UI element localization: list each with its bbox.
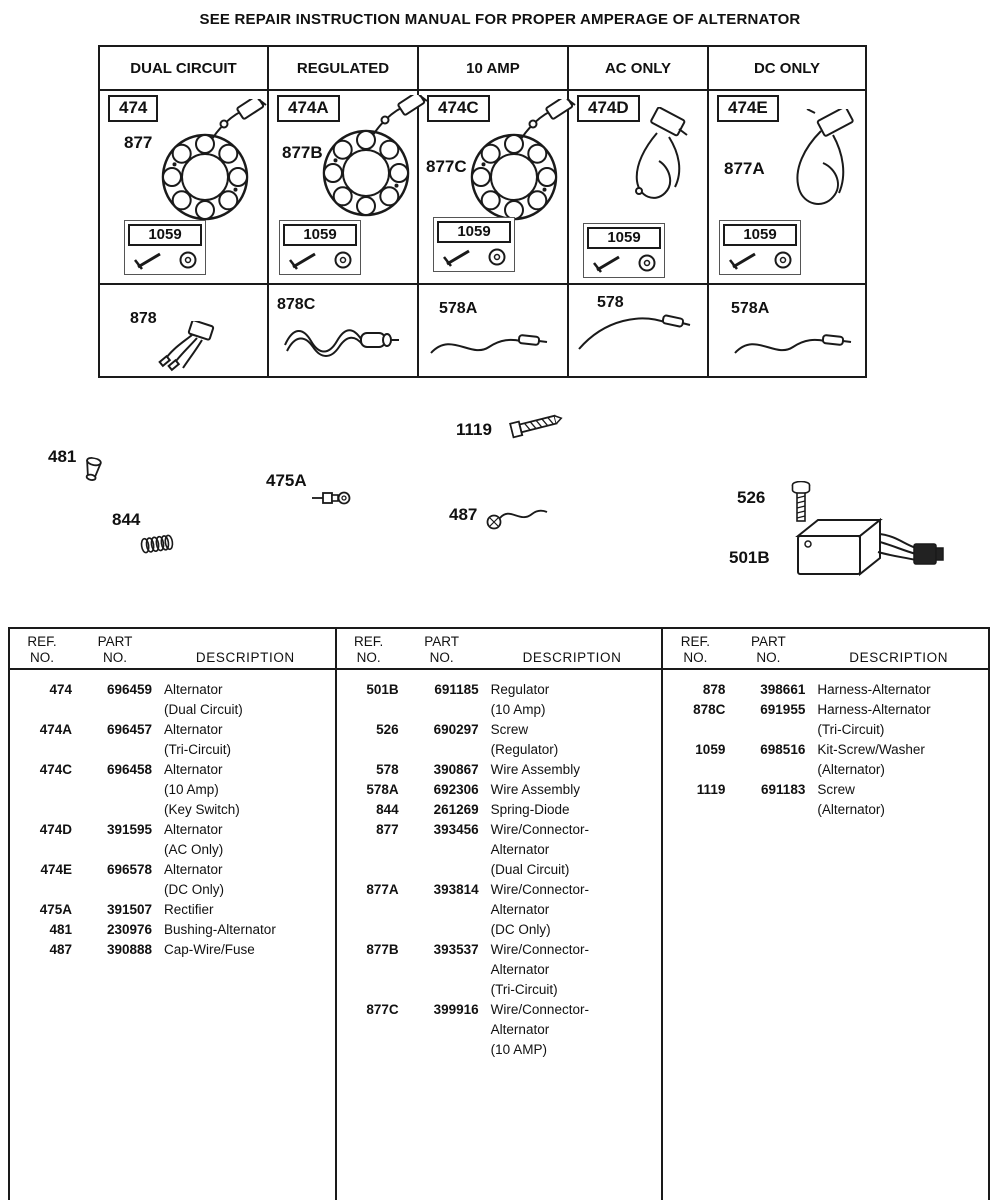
diagram-cell xyxy=(269,91,417,285)
description-cell: Wire/Connector- Alternator (Tri-Circuit) xyxy=(490,942,589,997)
table-row xyxy=(10,860,335,900)
kit-box xyxy=(124,220,206,275)
column-header: AC ONLY xyxy=(569,47,707,91)
diagram-cell xyxy=(709,91,865,285)
kit-ref-number: 1059 xyxy=(283,224,357,246)
header-ref-no: REF. NO. xyxy=(680,634,710,665)
kit-ref-number: 1059 xyxy=(437,221,511,243)
washer-icon xyxy=(179,249,197,271)
part-no-cell: 393814 xyxy=(433,882,479,897)
description-cell: Alternator (DC Only) xyxy=(164,862,224,897)
description-cell: Screw (Regulator) xyxy=(490,722,559,757)
header-description: DESCRIPTION xyxy=(849,650,949,665)
harness-label: 578A xyxy=(439,300,478,317)
ref-no-cell: 474D xyxy=(39,822,72,837)
part-label: 877C xyxy=(426,157,467,176)
part-no-cell: 690297 xyxy=(433,722,479,737)
column-header: DUAL CIRCUIT xyxy=(100,47,267,91)
table-header xyxy=(663,629,988,670)
harness-icon xyxy=(156,321,216,373)
part-no-cell: 391595 xyxy=(106,822,152,837)
parts-list-table xyxy=(8,627,990,1200)
table-row xyxy=(337,940,662,1000)
kit-ref-number: 1059 xyxy=(723,224,797,246)
ref-no-cell: 475A xyxy=(39,902,72,917)
washer-icon xyxy=(774,249,792,271)
ref-no-cell: 526 xyxy=(376,722,399,737)
part-no-cell: 696457 xyxy=(106,722,152,737)
harness-label: 578A xyxy=(731,300,770,317)
table-row xyxy=(10,760,335,820)
diagram-column-dc-only xyxy=(707,47,865,376)
description-cell: Regulator (10 Amp) xyxy=(490,682,550,717)
ref-no-cell: 481 xyxy=(49,922,72,937)
part-label-844: 844 xyxy=(112,510,141,529)
table-row xyxy=(663,680,988,700)
column-header: DC ONLY xyxy=(709,47,865,91)
part-no-cell: 398661 xyxy=(760,682,806,697)
part-no-cell: 696459 xyxy=(106,682,152,697)
table-row xyxy=(663,740,988,780)
header-part-no: PART NO. xyxy=(424,634,460,665)
part-label: 877 xyxy=(124,133,153,152)
part-no-cell: 230976 xyxy=(106,922,152,937)
stator-icon xyxy=(150,99,270,227)
description-cell: Screw (Alternator) xyxy=(817,782,885,817)
description-cell: Wire/Connector- Alternator (Dual Circuit) xyxy=(490,822,589,877)
ref-no-cell: 474E xyxy=(40,862,72,877)
table-rows xyxy=(663,670,988,820)
rectifier-icon xyxy=(312,488,352,508)
table-row xyxy=(337,680,662,720)
table-row xyxy=(10,720,335,760)
part-no-cell: 390867 xyxy=(433,762,479,777)
screw-icon xyxy=(728,249,762,271)
parts-table-group-3 xyxy=(661,629,988,1200)
part-label: 877A xyxy=(724,159,765,178)
kit-ref-number: 1059 xyxy=(587,227,661,249)
ref-number-box: 474A xyxy=(277,95,340,122)
ref-no-cell: 877A xyxy=(366,882,399,897)
description-cell: Bushing-Alternator xyxy=(164,922,276,937)
table-row xyxy=(663,700,988,740)
diagram-cell-harness xyxy=(709,285,865,376)
table-row xyxy=(10,820,335,860)
part-label-501B: 501B xyxy=(729,548,770,567)
part-label-526: 526 xyxy=(737,488,766,507)
part-label-487: 487 xyxy=(449,505,478,524)
washer-icon xyxy=(488,246,506,268)
description-cell: Wire Assembly xyxy=(490,782,580,797)
ref-no-cell: 877 xyxy=(376,822,399,837)
part-no-cell: 391507 xyxy=(106,902,152,917)
ref-no-cell: 878 xyxy=(702,682,726,697)
kit-box xyxy=(583,223,665,278)
table-row xyxy=(337,780,662,800)
ref-no-cell: 487 xyxy=(49,942,72,957)
harness-label: 878C xyxy=(277,296,316,313)
parts-table-group-2 xyxy=(335,629,662,1200)
part-label-481: 481 xyxy=(48,447,77,466)
description-cell: Alternator (10 Amp) (Key Switch) xyxy=(164,762,240,817)
diagram-cell xyxy=(100,91,267,285)
kit-box xyxy=(719,220,801,275)
screw-icon xyxy=(133,249,167,271)
ref-no-cell: 474 xyxy=(49,682,72,697)
diagram-cell xyxy=(419,91,567,285)
part-label-475A: 475A xyxy=(266,471,307,490)
table-header xyxy=(10,629,335,670)
ref-no-cell: 877B xyxy=(366,942,399,957)
header-ref-no: REF. NO. xyxy=(354,634,384,665)
description-cell: Harness-Alternator (Tri-Circuit) xyxy=(817,702,931,737)
ref-no-cell: 877C xyxy=(366,1002,399,1017)
ref-number-box: 474D xyxy=(577,95,640,122)
alternator-diagram-table xyxy=(98,45,867,378)
diagram-column-regulated xyxy=(267,47,417,376)
kit-box xyxy=(433,217,515,272)
ref-no-cell: 501B xyxy=(366,682,399,697)
part-no-cell: 696458 xyxy=(106,762,152,777)
part-label-1119: 1119 xyxy=(456,420,492,439)
cap-wire-icon xyxy=(484,502,550,532)
ref-no-cell: 1119 xyxy=(696,782,726,797)
part-no-cell: 399916 xyxy=(433,1002,479,1017)
table-row xyxy=(337,880,662,940)
regulator-icon xyxy=(784,506,949,594)
part-no-cell: 696578 xyxy=(106,862,152,877)
screw-icon xyxy=(508,405,569,444)
part-no-cell: 261269 xyxy=(433,802,479,817)
header-part-no: PART NO. xyxy=(97,634,133,665)
screw-icon xyxy=(442,246,476,268)
washer-icon xyxy=(334,249,352,271)
table-row xyxy=(337,800,662,820)
ref-no-cell: 578A xyxy=(366,782,399,797)
wire-assembly-icon xyxy=(427,325,549,365)
part-no-cell: 393537 xyxy=(433,942,479,957)
ref-number-box: 474E xyxy=(717,95,779,122)
ref-number-box: 474C xyxy=(427,95,490,122)
table-rows xyxy=(337,670,662,1060)
screw-icon xyxy=(288,249,322,271)
column-header: REGULATED xyxy=(269,47,417,91)
description-cell: Spring-Diode xyxy=(490,802,570,817)
part-no-cell: 390888 xyxy=(106,942,152,957)
part-no-cell: 698516 xyxy=(760,742,806,757)
table-rows xyxy=(10,670,335,960)
wire-assembly-icon xyxy=(575,311,695,356)
harness-icon xyxy=(281,315,403,363)
table-row xyxy=(337,820,662,880)
ref-no-cell: 474A xyxy=(39,722,72,737)
ref-no-cell: 578 xyxy=(376,762,399,777)
diagram-cell-harness xyxy=(419,285,567,376)
description-cell: Cap-Wire/Fuse xyxy=(164,942,255,957)
part-no-cell: 691955 xyxy=(760,702,806,717)
wire-connector-icon xyxy=(609,107,699,207)
part-no-cell: 692306 xyxy=(433,782,479,797)
bushing-icon xyxy=(82,456,109,486)
table-row xyxy=(10,920,335,940)
column-header: 10 AMP xyxy=(419,47,567,91)
parts-table-group-1 xyxy=(10,629,335,1200)
header-part-no: PART NO. xyxy=(750,634,786,665)
kit-ref-number: 1059 xyxy=(128,224,202,246)
screw-icon xyxy=(592,252,626,274)
diagram-column-dual-circuit xyxy=(100,47,267,376)
diagram-cell-harness xyxy=(569,285,707,376)
table-row xyxy=(337,760,662,780)
table-row xyxy=(663,780,988,820)
table-row xyxy=(337,720,662,760)
spring-icon xyxy=(139,532,175,557)
table-row xyxy=(10,900,335,920)
wire-assembly-icon xyxy=(731,325,853,365)
diagram-column-ac-only xyxy=(567,47,707,376)
ref-number-box: 474 xyxy=(108,95,158,122)
kit-box xyxy=(279,220,361,275)
table-header xyxy=(337,629,662,670)
ref-no-cell: 844 xyxy=(376,802,399,817)
table-row xyxy=(337,1000,662,1060)
ref-no-cell: 474C xyxy=(39,762,72,777)
description-cell: Wire/Connector- Alternator (10 AMP) xyxy=(490,1002,589,1057)
header-description: DESCRIPTION xyxy=(195,650,295,665)
description-cell: Rectifier xyxy=(164,902,214,917)
ref-no-cell: 1059 xyxy=(695,742,726,757)
header-description: DESCRIPTION xyxy=(522,650,622,665)
part-label: 877B xyxy=(282,143,323,162)
description-cell: Alternator (AC Only) xyxy=(164,822,224,857)
part-no-cell: 393456 xyxy=(433,822,479,837)
diagram-column-10-amp xyxy=(417,47,567,376)
description-cell: Wire/Connector- Alternator (DC Only) xyxy=(490,882,589,937)
table-row xyxy=(10,680,335,720)
description-cell: Harness-Alternator xyxy=(817,682,931,697)
part-no-cell: 691183 xyxy=(761,782,806,797)
header-ref-no: REF. NO. xyxy=(27,634,57,665)
wire-connector-icon xyxy=(763,109,858,214)
description-cell: Kit-Screw/Washer (Alternator) xyxy=(817,742,925,777)
description-cell: Alternator (Tri-Circuit) xyxy=(164,722,231,757)
page-title: SEE REPAIR INSTRUCTION MANUAL FOR PROPER AMPERAGE OF ALTERNATOR xyxy=(199,11,801,28)
diagram-cell-harness xyxy=(269,285,417,376)
washer-icon xyxy=(638,252,656,274)
description-cell: Wire Assembly xyxy=(490,762,580,777)
table-row xyxy=(10,940,335,960)
harness-label: 878 xyxy=(130,310,157,327)
description-cell: Alternator (Dual Circuit) xyxy=(164,682,243,717)
part-no-cell: 691185 xyxy=(434,682,479,697)
ref-no-cell: 878C xyxy=(693,702,726,717)
harness-label: 578 xyxy=(597,294,624,311)
diagram-cell xyxy=(569,91,707,285)
diagram-cell-harness xyxy=(100,285,267,376)
